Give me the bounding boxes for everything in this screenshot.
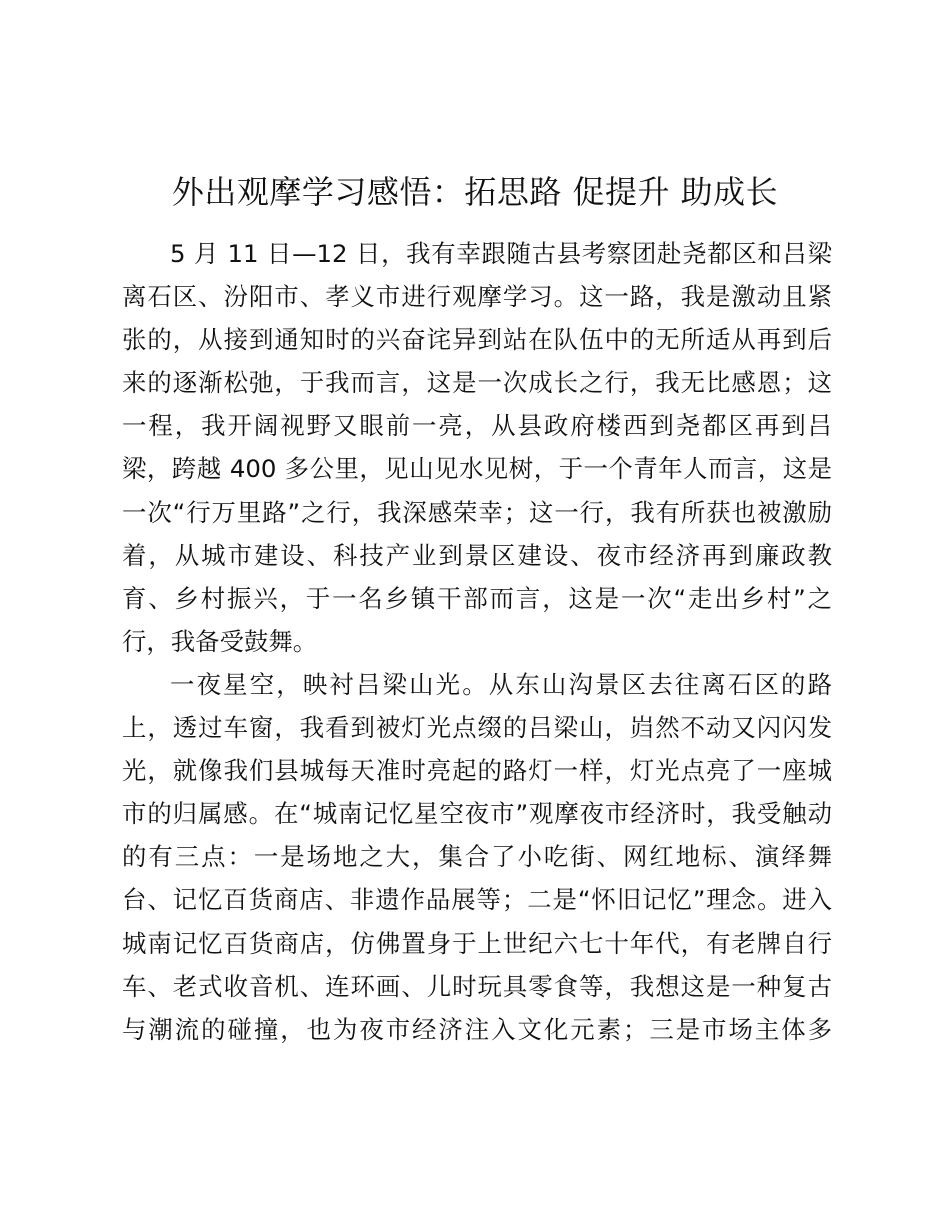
text-line: 城南记忆百货商店，仿佛置身于上世纪六七十年代，有老牌自行 bbox=[122, 928, 832, 958]
document-title: 外出观摩学习感悟：拓思路 促提升 助成长 bbox=[171, 173, 779, 211]
text-line: 张的，从接到通知时的兴奋诧异到站在队伍中的无所适从再到后 bbox=[122, 325, 832, 355]
text-line: 着，从城市建设、科技产业到景区建设、夜市经济再到廉政教 bbox=[122, 540, 832, 570]
text-line: 行，我备受鼓舞。 bbox=[122, 626, 318, 656]
text-line: 的有三点：一是场地之大，集合了小吃街、网红地标、演绎舞 bbox=[122, 842, 832, 872]
text-line: 一次“行万里路”之行，我深感荣幸；这一行，我有所获也被激励 bbox=[122, 497, 832, 527]
text-line: 离石区、汾阳市、孝义市进行观摩学习。这一路，我是激动且紧 bbox=[122, 282, 832, 312]
text-line: 育、乡村振兴，于一名乡镇干部而言，这是一次“走出乡村”之 bbox=[122, 583, 832, 613]
paragraph-1 bbox=[122, 232, 832, 663]
text-line: 一夜星空，映衬吕梁山光。从东山沟景区去往离石区的路 bbox=[170, 669, 832, 699]
paragraph-2 bbox=[122, 663, 832, 1051]
text-line: 车、老式收音机、连环画、儿时玩具零食等，我想这是一种复古 bbox=[122, 971, 832, 1001]
text-line: 5 月 11 日—12 日，我有幸跟随古县考察团赴尧都区和吕梁 bbox=[170, 239, 832, 268]
text-line: 来的逐渐松弛，于我而言，这是一次成长之行，我无比感恩；这 bbox=[122, 368, 832, 398]
text-line: 与潮流的碰撞，也为夜市经济注入文化元素；三是市场主体多 bbox=[122, 1014, 832, 1044]
document-body bbox=[122, 232, 832, 1051]
text-line: 一程，我开阔视野又眼前一亮，从县政府楼西到尧都区再到吕 bbox=[122, 411, 832, 441]
text-line: 梁，跨越 400 多公里，见山见水见树，于一个青年人而言，这是 bbox=[122, 454, 832, 484]
text-line: 光，就像我们县城每天准时亮起的路灯一样，灯光点亮了一座城 bbox=[122, 756, 832, 786]
text-line: 市的归属感。在“城南记忆星空夜市”观摩夜市经济时，我受触动 bbox=[122, 799, 832, 829]
text-line: 台、记忆百货商店、非遗作品展等；二是“怀旧记忆”理念。进入 bbox=[122, 885, 832, 915]
text-line: 上，透过车窗，我看到被灯光点缀的吕梁山，岿然不动又闪闪发 bbox=[122, 713, 832, 743]
